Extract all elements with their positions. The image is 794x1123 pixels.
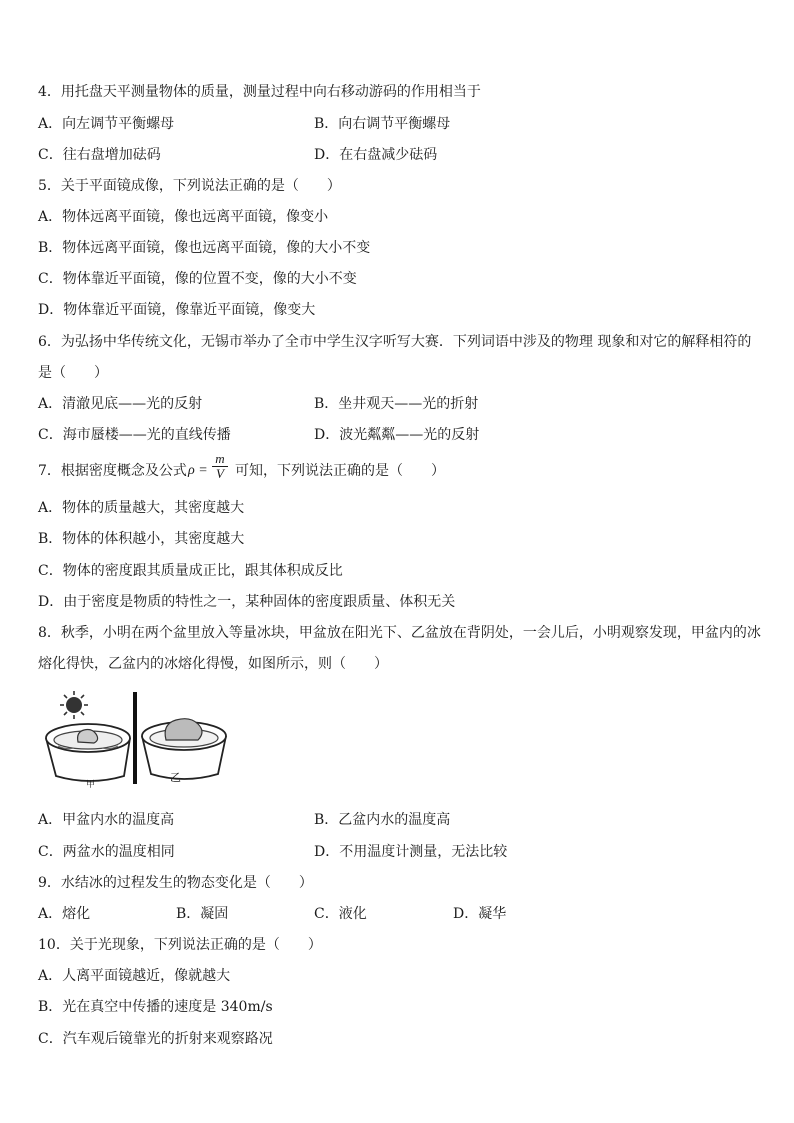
density-formula-fraction xyxy=(212,452,228,481)
q8-option-b[interactable]: B．乙盆内水的温度高 xyxy=(314,812,451,828)
q9-option-a[interactable]: A．熔化 xyxy=(38,906,91,922)
q6-option-d[interactable]: D．波光粼粼——光的反射 xyxy=(314,427,480,443)
q6-stem-line2: 是（ ） xyxy=(38,365,108,381)
q8-option-a[interactable]: A．甲盆内水的温度高 xyxy=(38,812,175,828)
basin-yi xyxy=(142,719,226,779)
ice-block-large xyxy=(165,719,202,740)
q4-option-b[interactable]: B．向右调节平衡螺母 xyxy=(314,116,451,132)
ice-basins-illustration xyxy=(38,686,254,796)
q6-option-b[interactable]: B．坐井观天——光的折射 xyxy=(314,396,479,412)
ice-basins-figure xyxy=(38,686,254,796)
q10-option-a[interactable]: A．人离平面镜越近，像就越大 xyxy=(38,968,231,984)
q4-stem: 4．用托盘天平测量物体的质量，测量过程中向右移动游码的作用相当于 xyxy=(38,84,481,100)
density-formula-rho: ρ = xyxy=(188,463,208,478)
ice-block-small xyxy=(78,730,98,744)
q7-stem-suffix: 可知，下列说法正确的是（ ） xyxy=(235,463,445,479)
q6-stem-line1: 6．为弘扬中华传统文化，无锡市举办了全市中学生汉字听写大赛．下列词语中涉及的物理 现象和对它的解释相符的 xyxy=(38,334,752,350)
q9-option-c[interactable]: C．液化 xyxy=(314,906,367,922)
q7-option-a[interactable]: A．物体的质量越大，其密度越大 xyxy=(38,500,245,516)
formula-numerator: m xyxy=(212,452,228,467)
q10-option-b[interactable]: B．光在真空中传播的速度是 340m/s xyxy=(38,999,273,1015)
q6-option-c[interactable]: C．海市蜃楼——光的直线传播 xyxy=(38,427,231,443)
q4-option-a[interactable]: A．向左调节平衡螺母 xyxy=(38,116,175,132)
q9-option-b[interactable]: B．凝固 xyxy=(176,906,229,922)
q5-option-b[interactable]: B．物体远离平面镜，像也远离平面镜，像的大小不变 xyxy=(38,240,371,256)
sun-icon xyxy=(60,691,88,719)
label-yi: 乙 xyxy=(170,771,181,784)
q6-option-a[interactable]: A．清澈见底——光的反射 xyxy=(38,396,203,412)
q5-option-c[interactable]: C．物体靠近平面镜，像的位置不变，像的大小不变 xyxy=(38,271,357,287)
basin-jia xyxy=(46,724,130,781)
q10-option-c[interactable]: C．汽车观后镜靠光的折射来观察路况 xyxy=(38,1031,273,1047)
q8-stem-line2: 熔化得快，乙盆内的冰熔化得慢，如图所示，则（ ） xyxy=(38,656,388,672)
q8-option-d[interactable]: D．不用温度计测量，无法比较 xyxy=(314,844,508,860)
q8-option-c[interactable]: C．两盆水的温度相同 xyxy=(38,844,175,860)
q5-option-d[interactable]: D．物体靠近平面镜，像靠近平面镜，像变大 xyxy=(38,302,316,318)
q8-stem-line1: 8．秋季，小明在两个盆里放入等量冰块，甲盆放在阳光下、乙盆放在背阴处，一会儿后，小明观察发现，甲盆内的冰 xyxy=(38,625,761,641)
q7-option-c[interactable]: C．物体的密度跟其质量成正比，跟其体积成反比 xyxy=(38,563,343,579)
q7-option-b[interactable]: B．物体的体积越小，其密度越大 xyxy=(38,531,245,547)
q4-option-d[interactable]: D．在右盘减少砝码 xyxy=(314,147,438,163)
q5-stem: 5．关于平面镜成像，下列说法正确的是（ ） xyxy=(38,178,341,194)
q4-option-c[interactable]: C．往右盘增加砝码 xyxy=(38,147,161,163)
q7-stem-prefix: 7．根据密度概念及公式 xyxy=(38,463,187,479)
q7-option-d[interactable]: D．由于密度是物质的特性之一，某种固体的密度跟质量、体积无关 xyxy=(38,594,456,610)
q10-stem: 10．关于光现象，下列说法正确的是（ ） xyxy=(38,937,322,953)
q5-option-a[interactable]: A．物体远离平面镜，像也远离平面镜，像变小 xyxy=(38,209,329,225)
dividing-wall xyxy=(133,692,137,784)
q9-option-d[interactable]: D．凝华 xyxy=(453,906,507,922)
label-jia: 甲 xyxy=(86,780,96,790)
q9-stem: 9．水结冰的过程发生的物态变化是（ ） xyxy=(38,875,313,891)
formula-denominator: V xyxy=(216,466,224,481)
